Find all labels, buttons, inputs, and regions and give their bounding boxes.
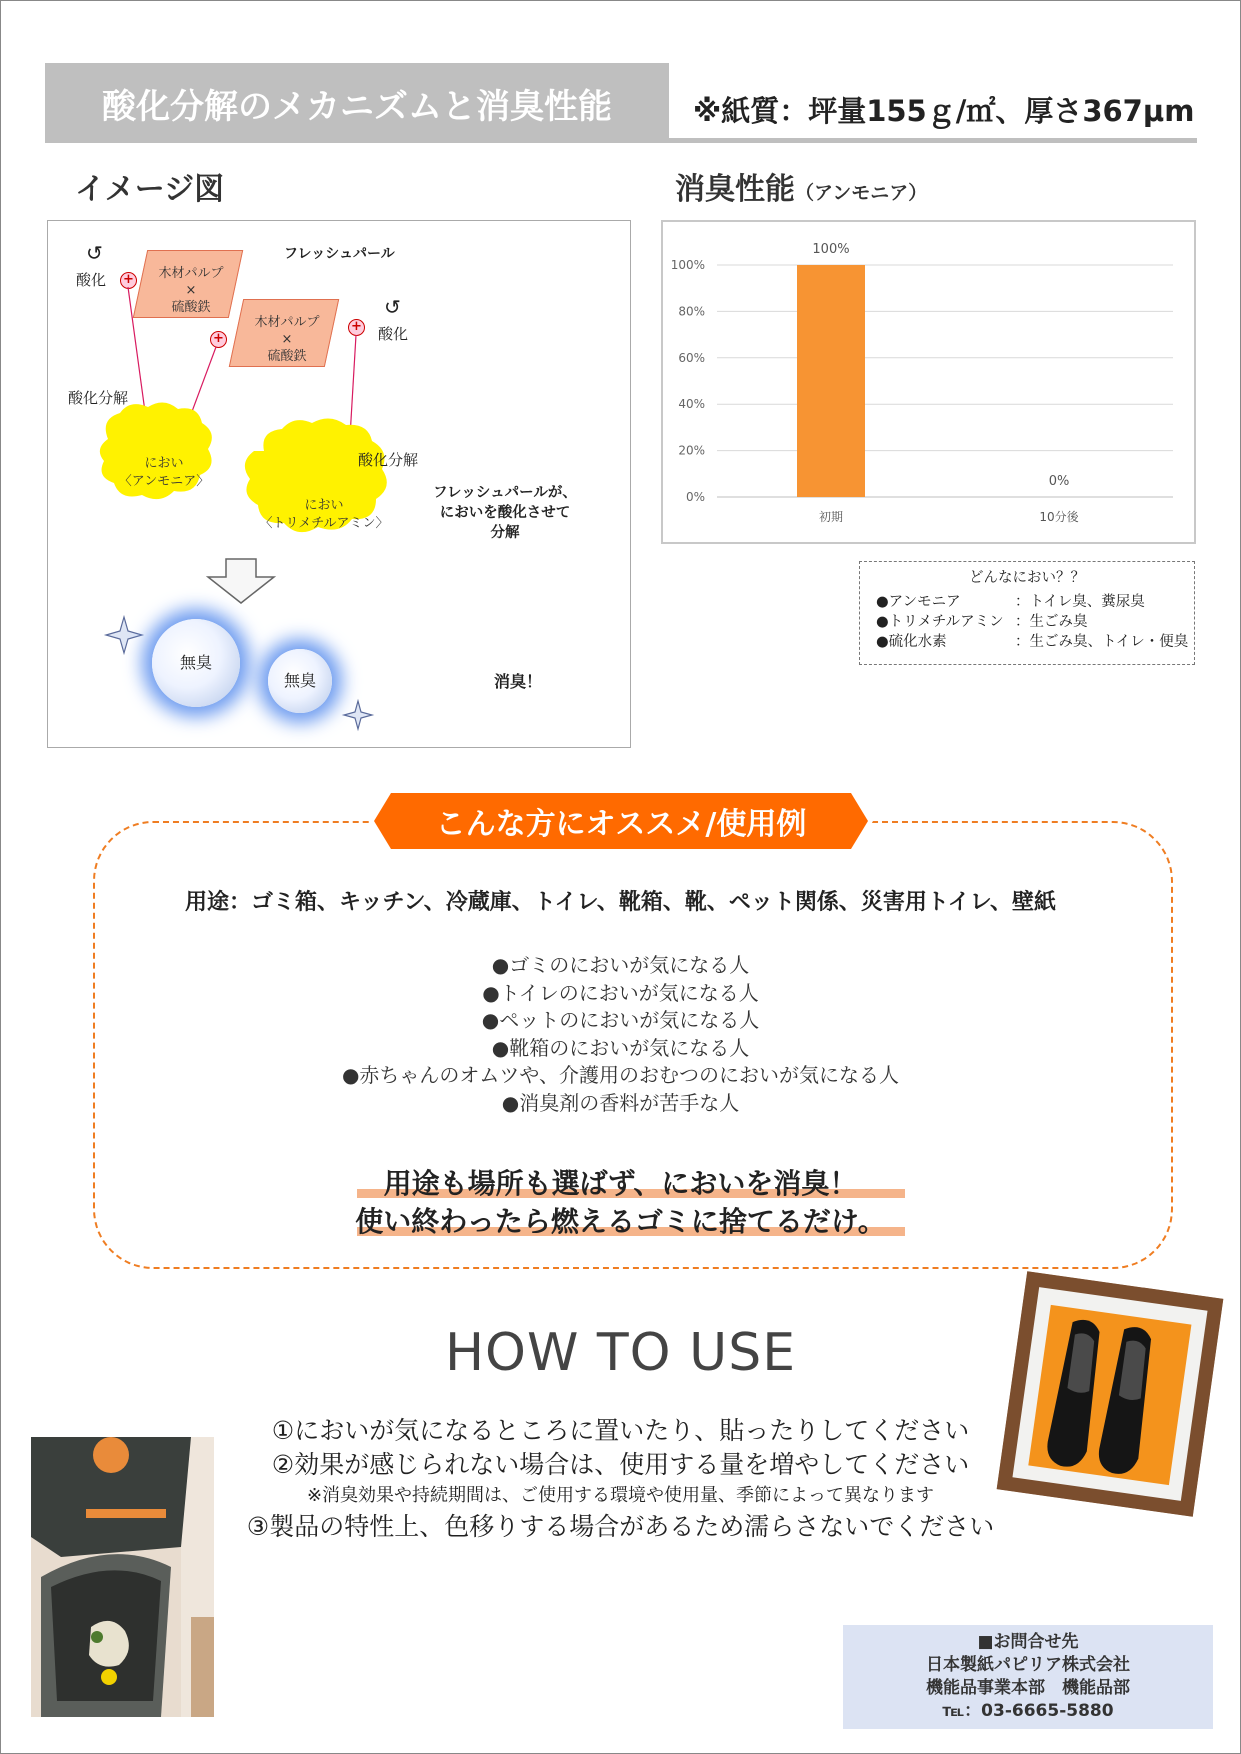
- deodorized-label: 消臭！: [494, 672, 543, 691]
- explain-line: においを酸化させて: [439, 505, 571, 521]
- list-item: ●ゴミのにおいが気になる人: [491, 953, 750, 977]
- data-label: 0%: [1048, 474, 1070, 489]
- recommend-title: こんな方にオススメ/使用例: [435, 807, 807, 842]
- plus-circle-icon: +: [348, 319, 365, 336]
- mechanism-explanation: [420, 483, 590, 543]
- slogan-line-1: 用途も場所も選ばず、においを消臭！: [383, 1167, 858, 1200]
- oxidative-decomp-label-1: 酸化分解: [68, 389, 129, 407]
- odor-note-title: どんなにおい？？: [969, 570, 1085, 586]
- y-tick-label: 0%: [685, 490, 705, 504]
- card-text-line: 硫酸鉄: [267, 349, 307, 364]
- sparkle-icon: [344, 701, 372, 729]
- cloud-text-line: 〈アンモニア〉: [118, 474, 210, 489]
- card-text-line: 木材パルプ: [158, 266, 224, 281]
- down-arrow-icon: [208, 559, 274, 603]
- shoes-illustration: [997, 1271, 1224, 1516]
- rotate-arrow-icon: ↺: [384, 295, 401, 319]
- paper-spec: ※紙質：坪量155ｇ/㎡、厚さ367μm: [693, 94, 1195, 128]
- howto-step-3: ③製品の特性上、色移りする場合があるため濡らさないでください: [246, 1512, 995, 1541]
- cloud-ammonia-text: [104, 455, 224, 491]
- odor-row-name: ●硫化水素: [876, 634, 947, 650]
- y-tick-label: 80%: [678, 304, 705, 319]
- odor-row-value: ：生ごみ臭、トイレ・便臭: [1015, 634, 1189, 650]
- image-section-heading: イメージ図: [75, 172, 225, 207]
- x-tick-label: 初期: [818, 510, 844, 524]
- contact-label: ■お問合せ先: [977, 1632, 1079, 1652]
- spec-underline: [669, 138, 1197, 143]
- list-item: ●ペットのにおいが気になる人: [481, 1008, 760, 1032]
- odorless-ball-2: 無臭: [268, 649, 332, 713]
- contact-box: [843, 1625, 1213, 1729]
- cloud-text-line: 〈トリメチルアミン〉: [259, 516, 389, 531]
- oxidative-decomp-label-2: 酸化分解: [358, 451, 419, 469]
- card-text-line: ×: [281, 332, 293, 347]
- oxidation-label-left: 酸化: [76, 271, 107, 289]
- cloud-text-line: におい: [144, 456, 184, 471]
- product-name-label: フレッシュパール: [284, 246, 395, 262]
- x-tick-label: 10分後: [1039, 510, 1079, 524]
- oxidation-label-right: 酸化: [378, 325, 409, 343]
- contact-dept: 機能品事業本部 機能品部: [926, 1678, 1130, 1698]
- list-item: ●靴箱のにおいが気になる人: [491, 1035, 750, 1060]
- odor-row-name: ●アンモニア: [876, 594, 961, 610]
- y-tick-label: 20%: [678, 443, 705, 458]
- odorless-ball-1: 無臭: [152, 619, 240, 707]
- data-label: 100%: [812, 242, 850, 257]
- cloud-text-line: におい: [304, 498, 344, 513]
- howto-title: HOW TO USE: [444, 1323, 797, 1383]
- usage-line: 用途：ゴミ箱、キッチン、冷蔵庫、トイレ、靴箱、靴、ペット関係、災害用トイレ、壁紙: [185, 890, 1056, 915]
- y-tick-label: 60%: [678, 350, 705, 365]
- card-text-line: 木材パルプ: [254, 315, 320, 330]
- target-user-list: [1, 952, 1240, 1117]
- list-item: ●赤ちゃんのオムツや、介護用のおむつのにおいが気になる人: [341, 1063, 900, 1087]
- card-text-line: 硫酸鉄: [171, 300, 211, 315]
- mechanism-diagram: [47, 220, 631, 748]
- card-text-line: ×: [185, 283, 197, 298]
- explain-line: フレッシュパールが、: [433, 485, 577, 501]
- contact-company: 日本製紙パピリア株式会社: [926, 1655, 1130, 1675]
- chart-svg: [663, 222, 1194, 542]
- sparkle-icon: [106, 617, 142, 653]
- slogan-line-2: 使い終わったら燃えるゴミに捨てるだけ。: [355, 1205, 886, 1238]
- odor-note-box: [859, 561, 1195, 665]
- bar: [797, 265, 865, 497]
- y-tick-label: 40%: [678, 397, 705, 412]
- rotate-arrow-icon: ↺: [86, 241, 103, 265]
- howto-note: ※消臭効果や持続期間は、ご使用する環境や使用量、季節によって異なります: [306, 1485, 935, 1506]
- cloud-trimethylamine-text: [254, 497, 394, 533]
- page-title: 酸化分解のメカニズムと消臭性能: [45, 63, 669, 143]
- odor-row-value: ：生ごみ臭: [1015, 614, 1088, 630]
- list-item: ●消臭剤の香料が苦手な人: [501, 1090, 740, 1115]
- performance-heading-sub: （アンモニア）: [795, 182, 928, 204]
- y-tick-label: 100%: [670, 258, 705, 272]
- list-item: ●トイレのにおいが気になる人: [482, 980, 759, 1005]
- contact-tel: ℡：03-6665-5880: [942, 1701, 1114, 1721]
- explain-line: 分解: [490, 525, 520, 541]
- howto-step-2: ②効果が感じられない場合は、使用する量を増やしてください: [271, 1450, 970, 1479]
- deodorization-chart: [661, 220, 1196, 544]
- howto-step-1: ①においが気になるところに置いたり、貼ったりしてください: [271, 1416, 970, 1445]
- shoes-photo: [997, 1271, 1224, 1516]
- trash-can-photo: [31, 1437, 214, 1717]
- odor-row-name: ●トリメチルアミン: [876, 614, 1004, 630]
- performance-heading-main: 消臭性能: [675, 172, 795, 207]
- odor-row-value: ：トイレ臭、糞尿臭: [1015, 594, 1145, 610]
- plus-circle-icon: +: [120, 272, 137, 289]
- trash-can-illustration: [31, 1437, 214, 1717]
- performance-section-heading: [675, 164, 927, 208]
- plus-circle-icon: +: [210, 331, 227, 348]
